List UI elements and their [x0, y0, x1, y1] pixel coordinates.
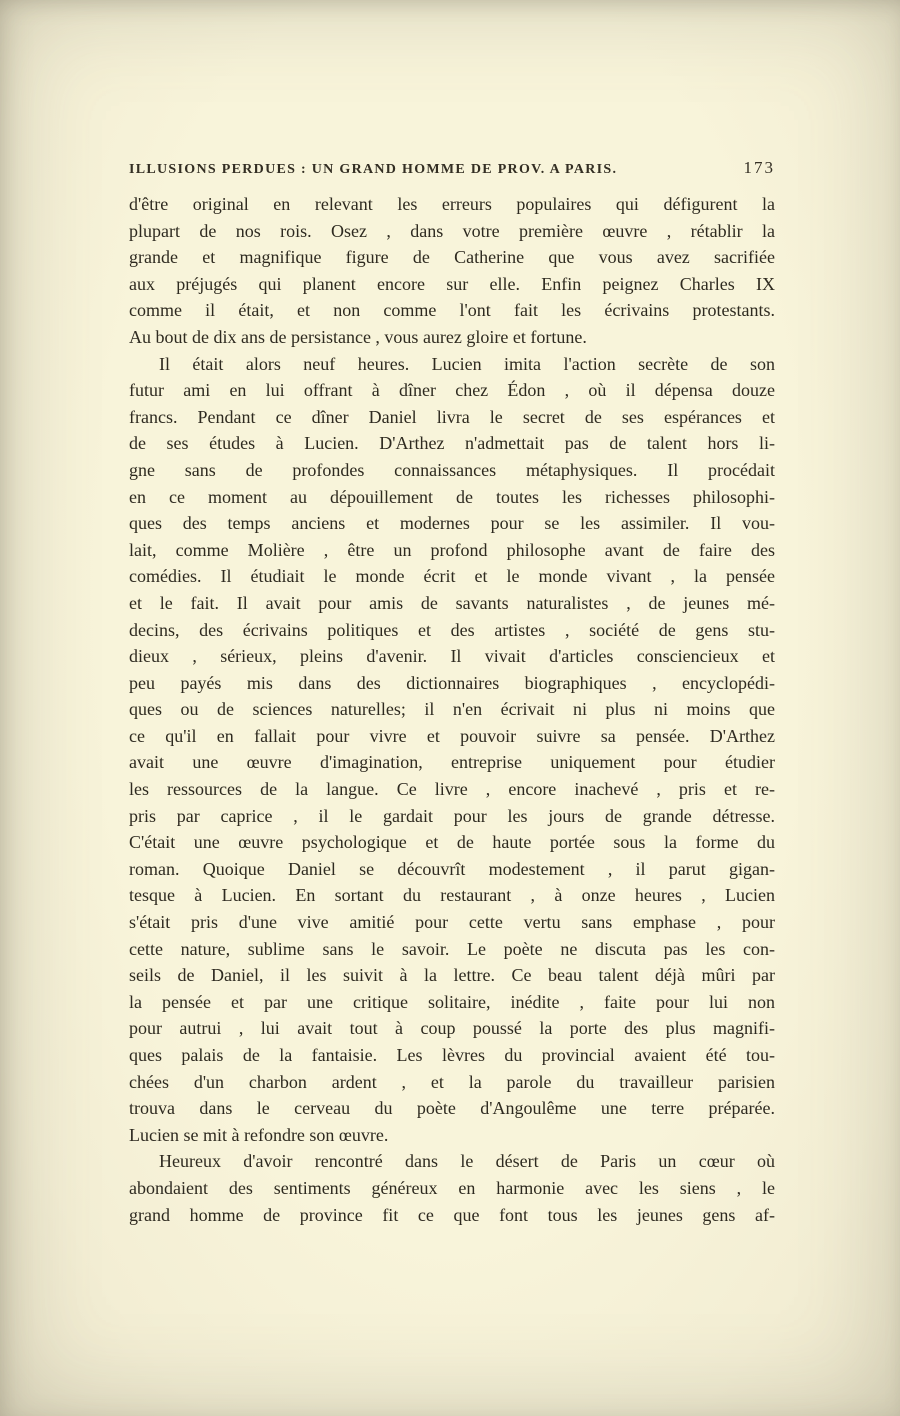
text-line: trouva dans le cerveau du poète d'Angoulême une terre préparée. — [129, 1098, 775, 1119]
text-line: lait, comme Molière , être un profond philosophe avant de faire des — [129, 539, 775, 560]
text-line: de ses études à Lucien. D'Arthez n'admettait pas de talent hors li- — [129, 433, 775, 454]
text-line: pour autrui , lui avait tout à coup poussé la porte des plus magnifi- — [129, 1018, 775, 1039]
text-line: roman. Quoique Daniel se découvrît modestement , il parut gigan- — [129, 858, 775, 879]
text-line: decins, des écrivains politiques et des artistes , société de gens stu- — [129, 619, 775, 640]
text-line: Au bout de dix ans de persistance , vous aurez gloire et fortune. — [129, 326, 587, 347]
text-line: pris par caprice , il le gardait pour les jours de grande détresse. — [129, 805, 775, 826]
running-header-title: ILLUSIONS PERDUES : UN GRAND HOMME DE PROV. A PARIS. — [129, 162, 618, 177]
text-line: comédies. Il étudiait le monde écrit et le monde vivant , la pensée — [129, 566, 775, 587]
text-line: avait une œuvre d'imagination, entreprise uniquement pour étudier — [129, 752, 775, 773]
page-number: 173 — [743, 158, 775, 177]
text-line: peu payés mis dans des dictionnaires biographiques , encyclopédi- — [129, 672, 775, 693]
text-line: abondaient des sentiments généreux en harmonie avec les siens , le — [129, 1177, 775, 1198]
text-line: grand homme de province fit ce que font tous les jeunes gens af- — [129, 1204, 775, 1225]
text-line: francs. Pendant ce dîner Daniel livra le secret de ses espérances et — [129, 406, 775, 427]
text-line: les ressources de la langue. Ce livre , encore inachevé , pris et re- — [129, 779, 775, 800]
text-line: et le fait. Il avait pour amis de savants naturalistes , de jeunes mé- — [129, 592, 775, 613]
text-line: tesque à Lucien. En sortant du restaurant , à onze heures , Lucien — [129, 885, 775, 906]
text-line: gne sans de profondes connaissances métaphysiques. Il procédait — [129, 459, 775, 480]
text-line: la pensée et par une critique solitaire, inédite , faite pour lui non — [129, 991, 775, 1012]
text-line: ques des temps anciens et modernes pour se les assimiler. Il vou- — [129, 513, 775, 534]
running-header — [129, 158, 775, 178]
text-line: ce qu'il en fallait pour vivre et pouvoir suivre sa pensée. D'Arthez — [129, 725, 775, 746]
text-line: s'était pris d'une vive amitié pour cette vertu sans emphase , pour — [129, 912, 775, 933]
text-line: ques ou de sciences naturelles; il n'en écrivait ni plus ni moins que — [129, 699, 775, 720]
text-line: chées d'un charbon ardent , et la parole du travailleur parisien — [129, 1071, 775, 1092]
text-line: aux préjugés qui planent encore sur elle. Enfin peignez Charles IX — [129, 273, 775, 294]
text-line: seils de Daniel, il les suivit à la lettre. Ce beau talent déjà mûri par — [129, 965, 775, 986]
text-line: en ce moment au dépouillement de toutes les richesses philosophi- — [129, 486, 775, 507]
text-line: C'était une œuvre psychologique et de haute portée sous la forme du — [129, 832, 775, 853]
paragraph — [129, 351, 775, 1149]
text-line: futur ami en lui offrant à dîner chez Édon , où il dépensa douze — [129, 380, 775, 401]
body-text-block — [129, 191, 775, 1228]
text-line: Il était alors neuf heures. Lucien imita l'action secrète de son — [159, 353, 775, 374]
paragraph — [129, 1148, 775, 1228]
paragraph — [129, 191, 775, 351]
text-line: d'être original en relevant les erreurs populaires qui défigurent la — [129, 194, 775, 214]
text-line: Lucien se mit à refondre son œuvre. — [129, 1124, 389, 1145]
text-line: ques palais de la fantaisie. Les lèvres du provincial avaient été tou- — [129, 1045, 775, 1065]
text-line: dieux , sérieux, pleins d'avenir. Il vivait d'articles consciencieux et — [129, 646, 775, 667]
text-line: Heureux d'avoir rencontré dans le désert de Paris un cœur où — [159, 1151, 775, 1172]
text-line: cette nature, sublime sans le savoir. Le poète ne discuta pas les con- — [129, 938, 775, 959]
text-line: grande et magnifique figure de Catherine que vous avez sacrifiée — [129, 247, 775, 268]
text-line: plupart de nos rois. Osez , dans votre première œuvre , rétablir la — [129, 220, 775, 241]
text-line: comme il était, et non comme l'ont fait les écrivains protestants. — [129, 300, 775, 321]
